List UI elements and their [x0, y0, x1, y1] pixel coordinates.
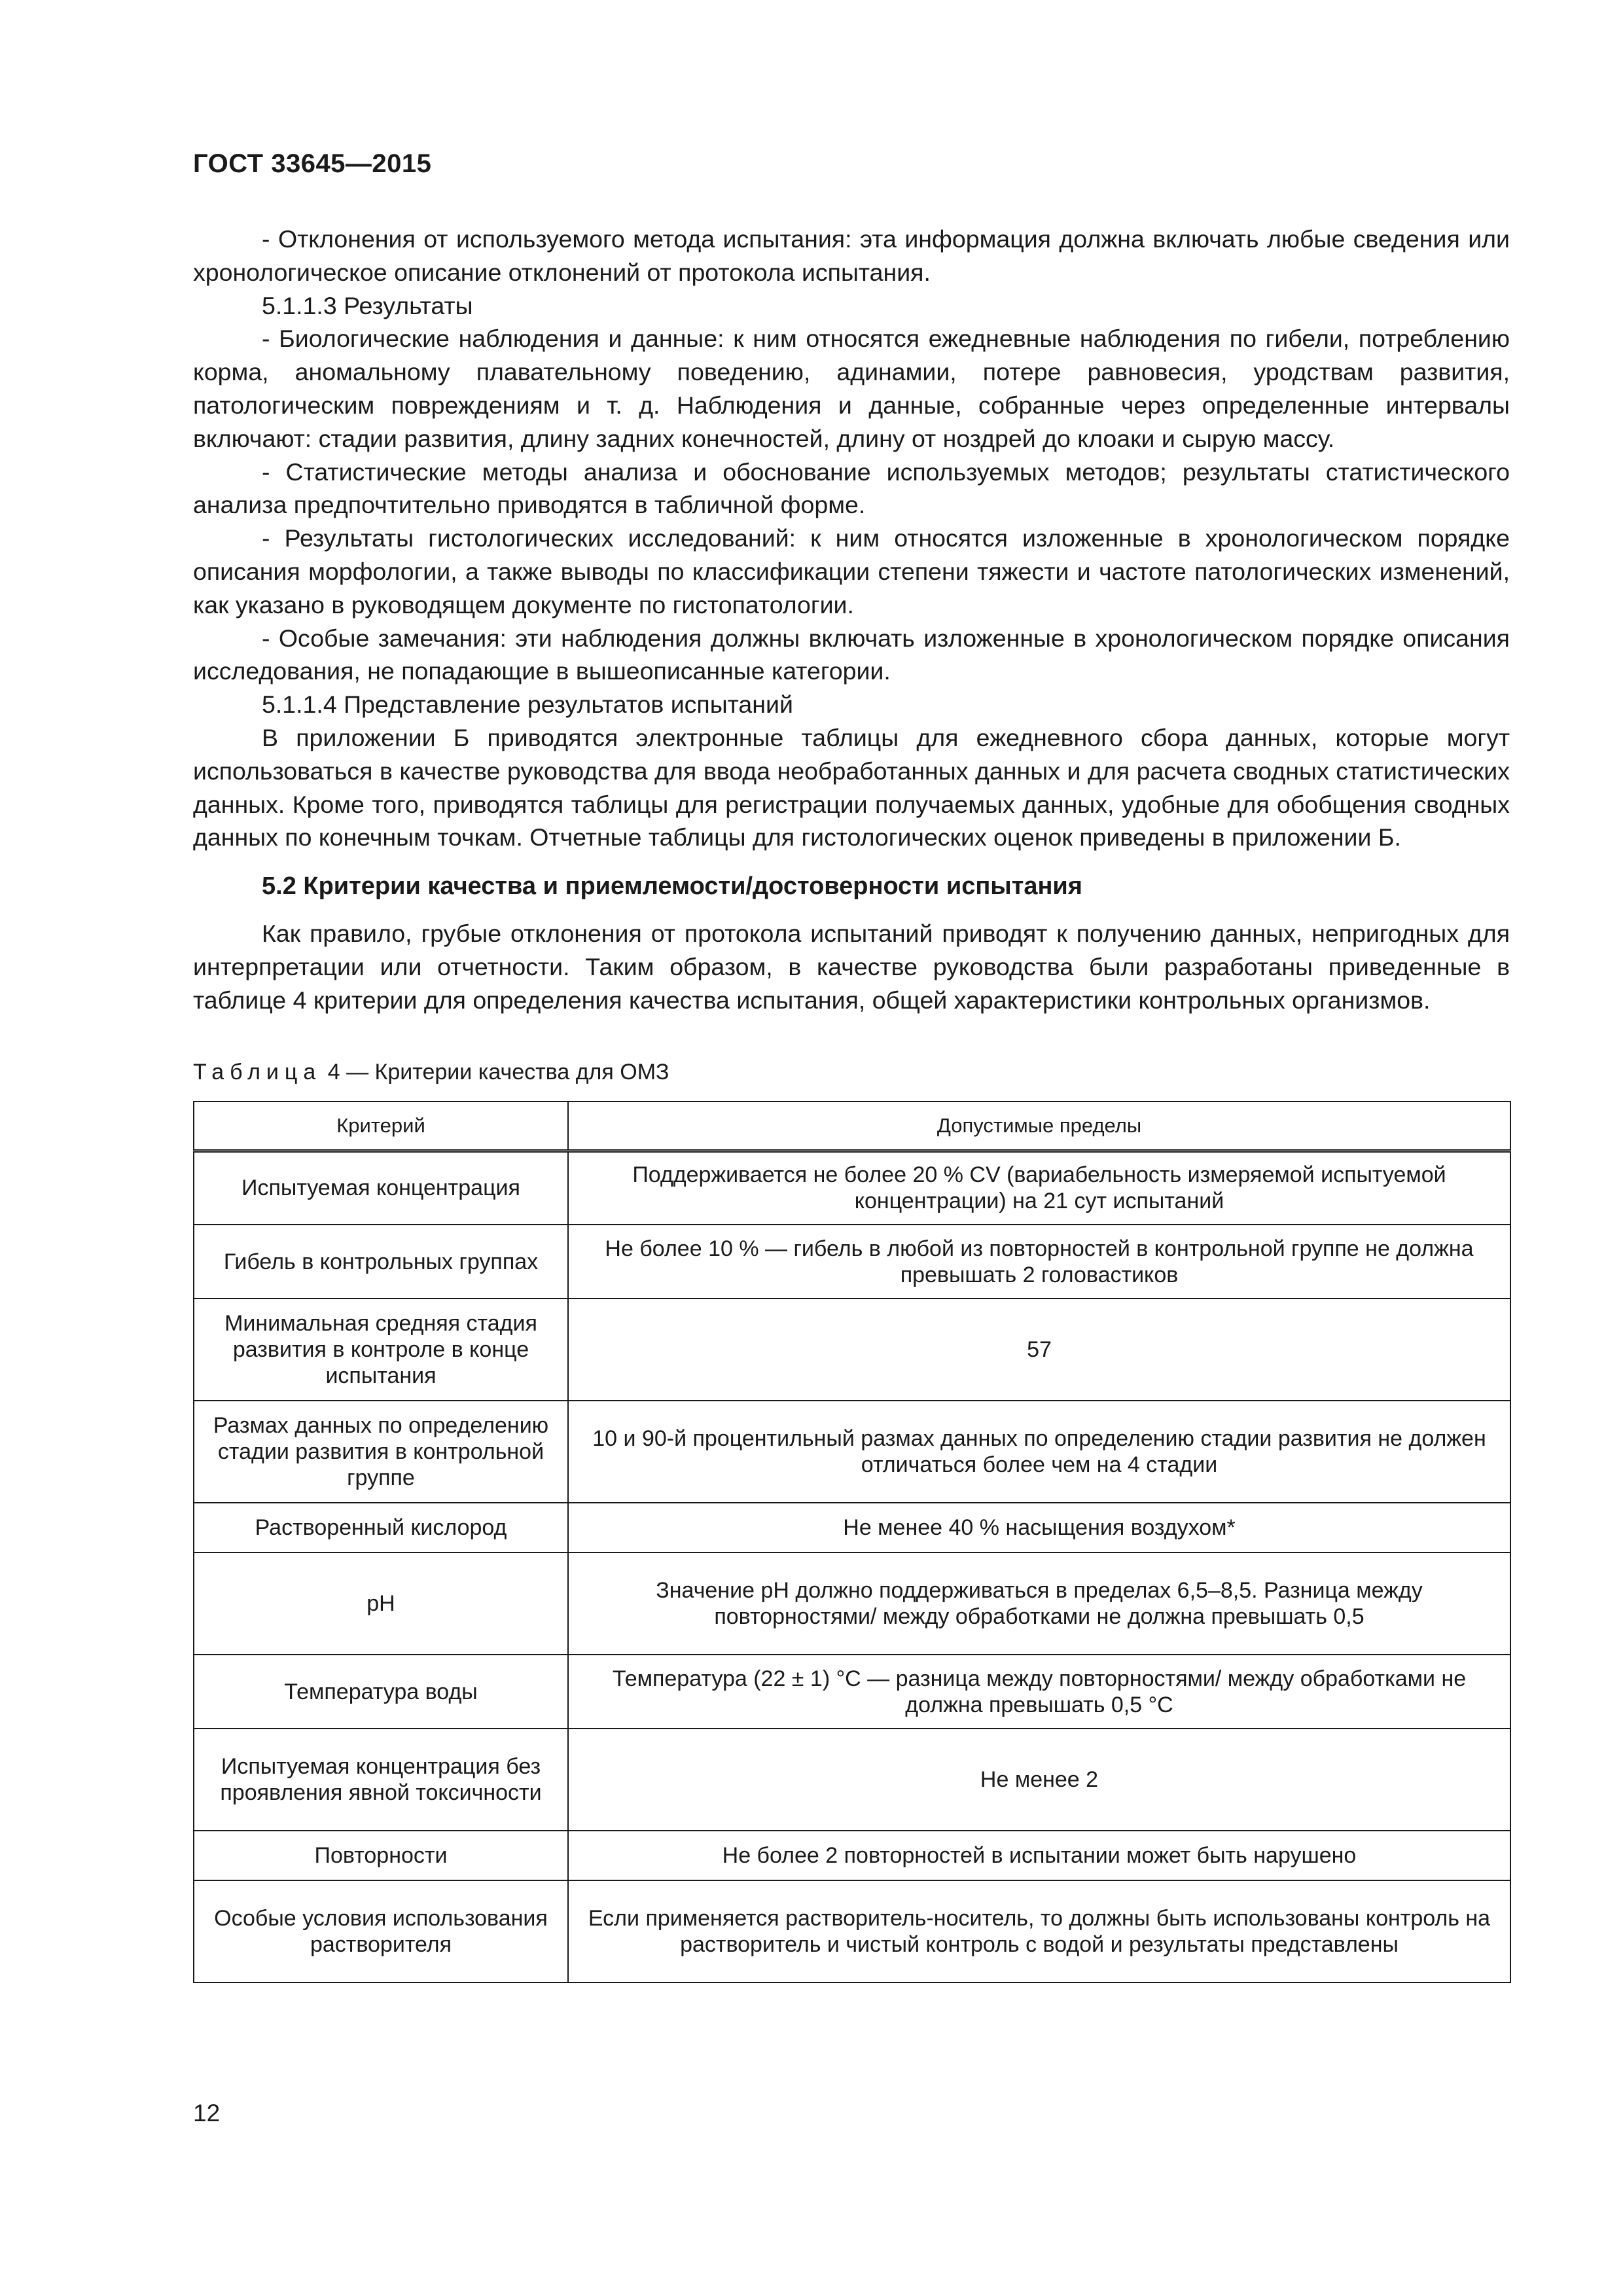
table-cell-limits: Не менее 2	[568, 1729, 1510, 1831]
paragraph-appendix-tables: В приложении Б приводятся электронные таблицы для ежедневного сбора данных, которые могут использоваться в качестве руководства для ввода необработанных данных и для расчета сводных статистических данных. Кроме того, приводятся таблицы для регистрации получаемых данных, удобные для обобщения сводных данных по конечным точкам. Отчетные таблицы для гистологических оценок приведены в приложении Б.	[193, 723, 1510, 852]
table-cell-limits: 57	[568, 1299, 1510, 1401]
subsection-results-title: 5.1.1.3 Результаты	[262, 291, 473, 319]
table-cell-criterion: Испытуемая концентрация	[194, 1151, 568, 1225]
column-header-criterion: Критерий	[194, 1102, 568, 1151]
table-cell-criterion: Минимальная средняя стадия развития в контроле в конце испытания	[194, 1299, 568, 1401]
table-cell-criterion: Растворенный кислород	[194, 1503, 568, 1552]
section-heading-quality-criteria: 5.2 Критерии качества и приемлемости/достоверности испытания	[262, 872, 1082, 901]
table-cell-limits: Не более 2 повторностей в испытании может быть нарушено	[568, 1831, 1510, 1880]
table-cell-criterion: pH	[194, 1552, 568, 1655]
table-caption	[193, 1058, 1510, 1086]
table-cell-limits: Не более 10 % — гибель в любой из повторностей в контрольной группе не должна превышать 2 головастиков	[568, 1225, 1510, 1299]
column-header-limits: Допустимые пределы	[568, 1102, 1510, 1151]
paragraph-quality-criteria: Как правило, грубые отклонения от протокола испытаний приводят к получению данных, непригодных для интерпретации или отчетности. Таким образом, в качестве руководства были разработаны приведенные в таблице 4 критерии для определения качества испытания, общей характеристики контрольных организмов.	[193, 920, 1510, 1014]
table-caption-label: Таблица	[193, 1059, 322, 1085]
table-row	[194, 1299, 1510, 1401]
document-header: ГОСТ 33645—2015	[193, 149, 432, 178]
table-cell-limits: Температура (22 ± 1) °С — разница между повторностями/ между обработками не должна превышать 0,5 °С	[568, 1655, 1510, 1729]
table-row	[194, 1880, 1510, 1982]
table-cell-criterion: Гибель в контрольных группах	[194, 1225, 568, 1299]
table-row	[194, 1831, 1510, 1880]
paragraph-deviations: - Отклонения от используемого метода испытания: эта информация должна включать любые сведения или хронологическое описание отклонений от протокола испытания.	[193, 225, 1510, 286]
table-row	[194, 1225, 1510, 1299]
document-body	[193, 223, 1510, 1983]
table-cell-criterion: Повторности	[194, 1831, 568, 1880]
table-cell-limits: Поддерживается не более 20 % CV (вариабельность измеряемой испытуемой концентрации) на 21 сут испытаний	[568, 1151, 1510, 1225]
paragraph-histology-results: - Результаты гистологических исследований: к ним относятся изложенные в хронологическом порядке описания морфологии, а также выводы по классификации степени тяжести и частоте патологических изменений, как указано в руководящем документе по гистопатологии.	[193, 524, 1510, 619]
table-cell-criterion: Испытуемая концентрация без проявления явной токсичности	[194, 1729, 568, 1831]
paragraph-biological-observations: - Биологические наблюдения и данные: к ним относятся ежедневные наблюдения по гибели, потреблению корма, аномальному плавательному поведению, адинамии, потере равновесия, уродствам развития, патологическим повреждениям и т. д. Наблюдения и данные, собранные через определенные интервалы включают: стадии развития, длину задних конечностей, длину от ноздрей до клоаки и сырую массу.	[193, 325, 1510, 452]
table-cell-criterion: Особые условия использования растворителя	[194, 1880, 568, 1982]
table-row	[194, 1151, 1510, 1225]
quality-criteria-table	[193, 1101, 1511, 1984]
table-cell-limits: Значение pH должно поддерживаться в пределах 6,5–8,5. Разница между повторностями/ между обработками не должна превышать 0,5	[568, 1552, 1510, 1655]
subsection-presentation-title: 5.1.1.4 Представление результатов испытаний	[262, 691, 793, 719]
table-row	[194, 1552, 1510, 1655]
table-cell-criterion: Температура воды	[194, 1655, 568, 1729]
paragraph-statistical-methods: - Статистические методы анализа и обоснование используемых методов; результаты статистического анализа предпочтительно приводятся в табличной форме.	[193, 457, 1510, 519]
table-cell-limits: Если применяется растворитель-носитель, то должны быть использованы контроль на растворитель и чистый контроль с водой и результаты представлены	[568, 1880, 1510, 1982]
table-caption-text: 4 — Критерии качества для ОМЗ	[321, 1059, 669, 1085]
table-row	[194, 1729, 1510, 1831]
table-row	[194, 1655, 1510, 1729]
table-header-row	[194, 1102, 1510, 1151]
table-cell-limits: Не менее 40 % насыщения воздухом*	[568, 1503, 1510, 1552]
table-row	[194, 1503, 1510, 1552]
table-row	[194, 1401, 1510, 1503]
page-number: 12	[193, 2100, 221, 2126]
table-cell-criterion: Размах данных по определению стадии развития в контрольной группе	[194, 1401, 568, 1503]
paragraph-special-remarks: - Особые замечания: эти наблюдения должны включать изложенные в хронологическом порядке описания исследования, не попадающие в вышеописанные категории.	[193, 624, 1510, 685]
table-cell-limits: 10 и 90-й процентильный размах данных по определению стадии развития не должен отличаться более чем на 4 стадии	[568, 1401, 1510, 1503]
